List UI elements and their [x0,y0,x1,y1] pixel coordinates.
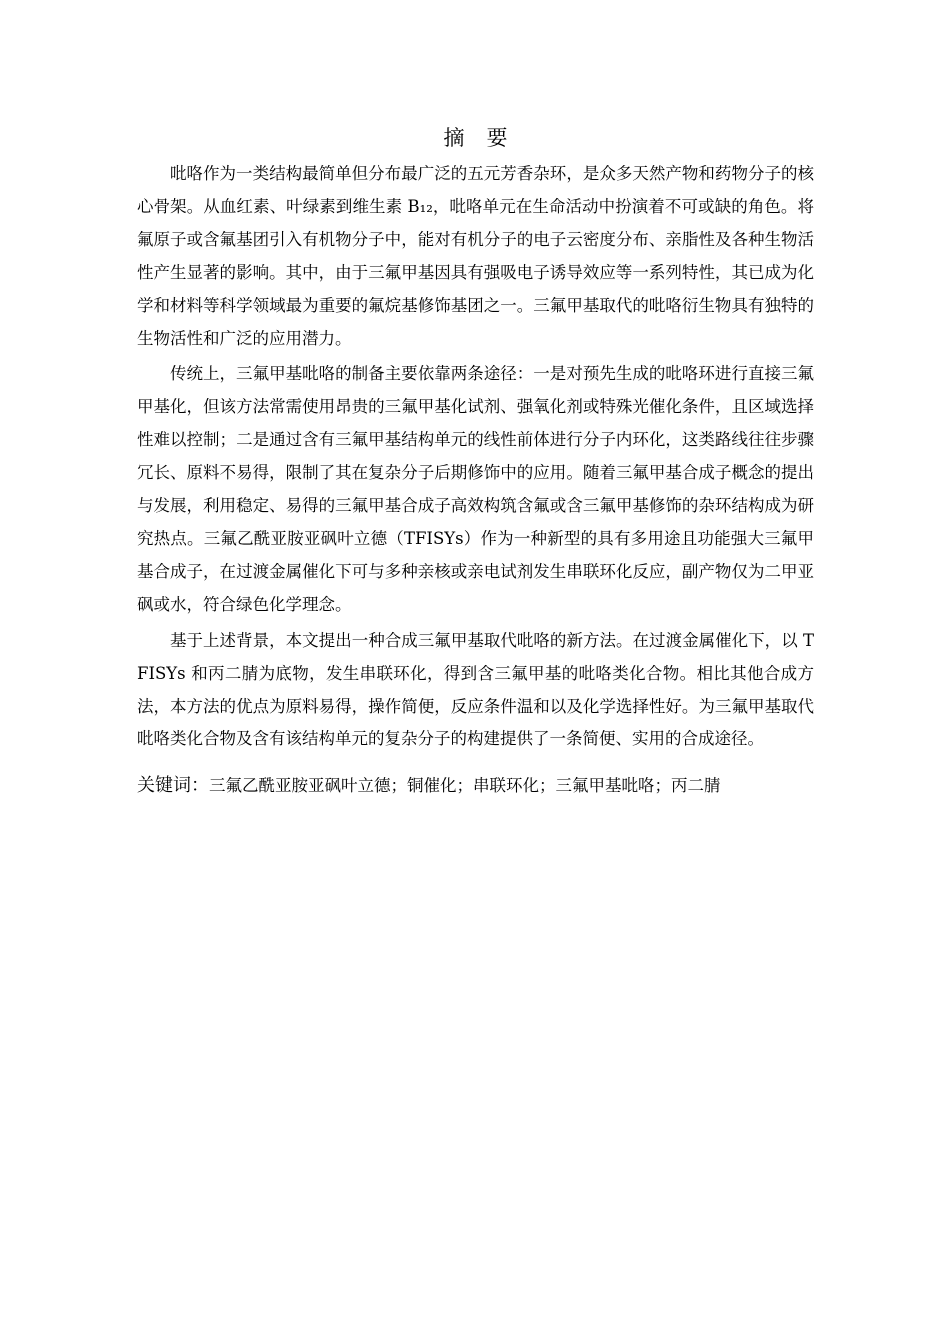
title-char-2: 要 [486,126,508,150]
abstract-title [137,120,814,156]
keywords-line [137,770,814,803]
keywords-label: 关键词： [137,775,209,797]
abstract-section [137,120,814,803]
title-char-1: 摘 [443,126,465,150]
keywords-text: 三氟乙酰亚胺亚砜叶立德；铜催化；串联环化；三氟甲基吡咯；丙二腈 [209,776,721,796]
abstract-paragraph-1: 吡咯作为一类结构最简单但分布最广泛的五元芳香杂环，是众多天然产物和药物分子的核心骨架。从血红素、叶绿素到维生素 B₁₂，吡咯单元在生命活动中扮演着不可或缺的角色。将氟原子或含氟基团引入有机物分子中，能对有机分子的电子云密度分布、亲脂性及各种生物活性产生显著的影响。其中，由于三氟甲基因具有强吸电子诱导效应等一系列特性，其已成为化学和材料等科学领域最为重要的氟烷基修饰基团之一。三氟甲基取代的吡咯衍生物具有独特的生物活性和广泛的应用潜力。 [137,164,814,348]
abstract-paragraph-3: 基于上述背景，本文提出一种合成三氟甲基取代吡咯的新方法。在过渡金属催化下，以 TFISYs 和丙二腈为底物，发生串联环化，得到含三氟甲基的吡咯类化合物。相比其他合成方法，本方法的优点为原料易得，操作简便，反应条件温和以及化学选择性好。为三氟甲基取代吡咯类化合物及含有该结构单元的复杂分子的构建提供了一条简便、实用的合成途径。 [137,630,814,749]
abstract-paragraph-2: 传统上，三氟甲基吡咯的制备主要依靠两条途径：一是对预先生成的吡咯环进行直接三氟甲基化，但该方法常需使用昂贵的三氟甲基化试剂、强氧化剂或特殊光催化条件，且区域选择性难以控制；二是通过含有三氟甲基结构单元的线性前体进行分子内环化，这类路线往往步骤冗长、原料不易得，限制了其在复杂分子后期修饰中的应用。随着三氟甲基合成子概念的提出与发展，利用稳定、易得的三氟甲基合成子高效构筑含氟或含三氟甲基修饰的杂环结构成为研究热点。三氟乙酰亚胺亚砜叶立德（TFISYs）作为一种新型的具有多用途且功能强大三氟甲基合成子，在过渡金属催化下可与多种亲核或亲电试剂发生串联环化反应，副产物仅为二甲亚砜或水，符合绿色化学理念。 [137,364,814,614]
